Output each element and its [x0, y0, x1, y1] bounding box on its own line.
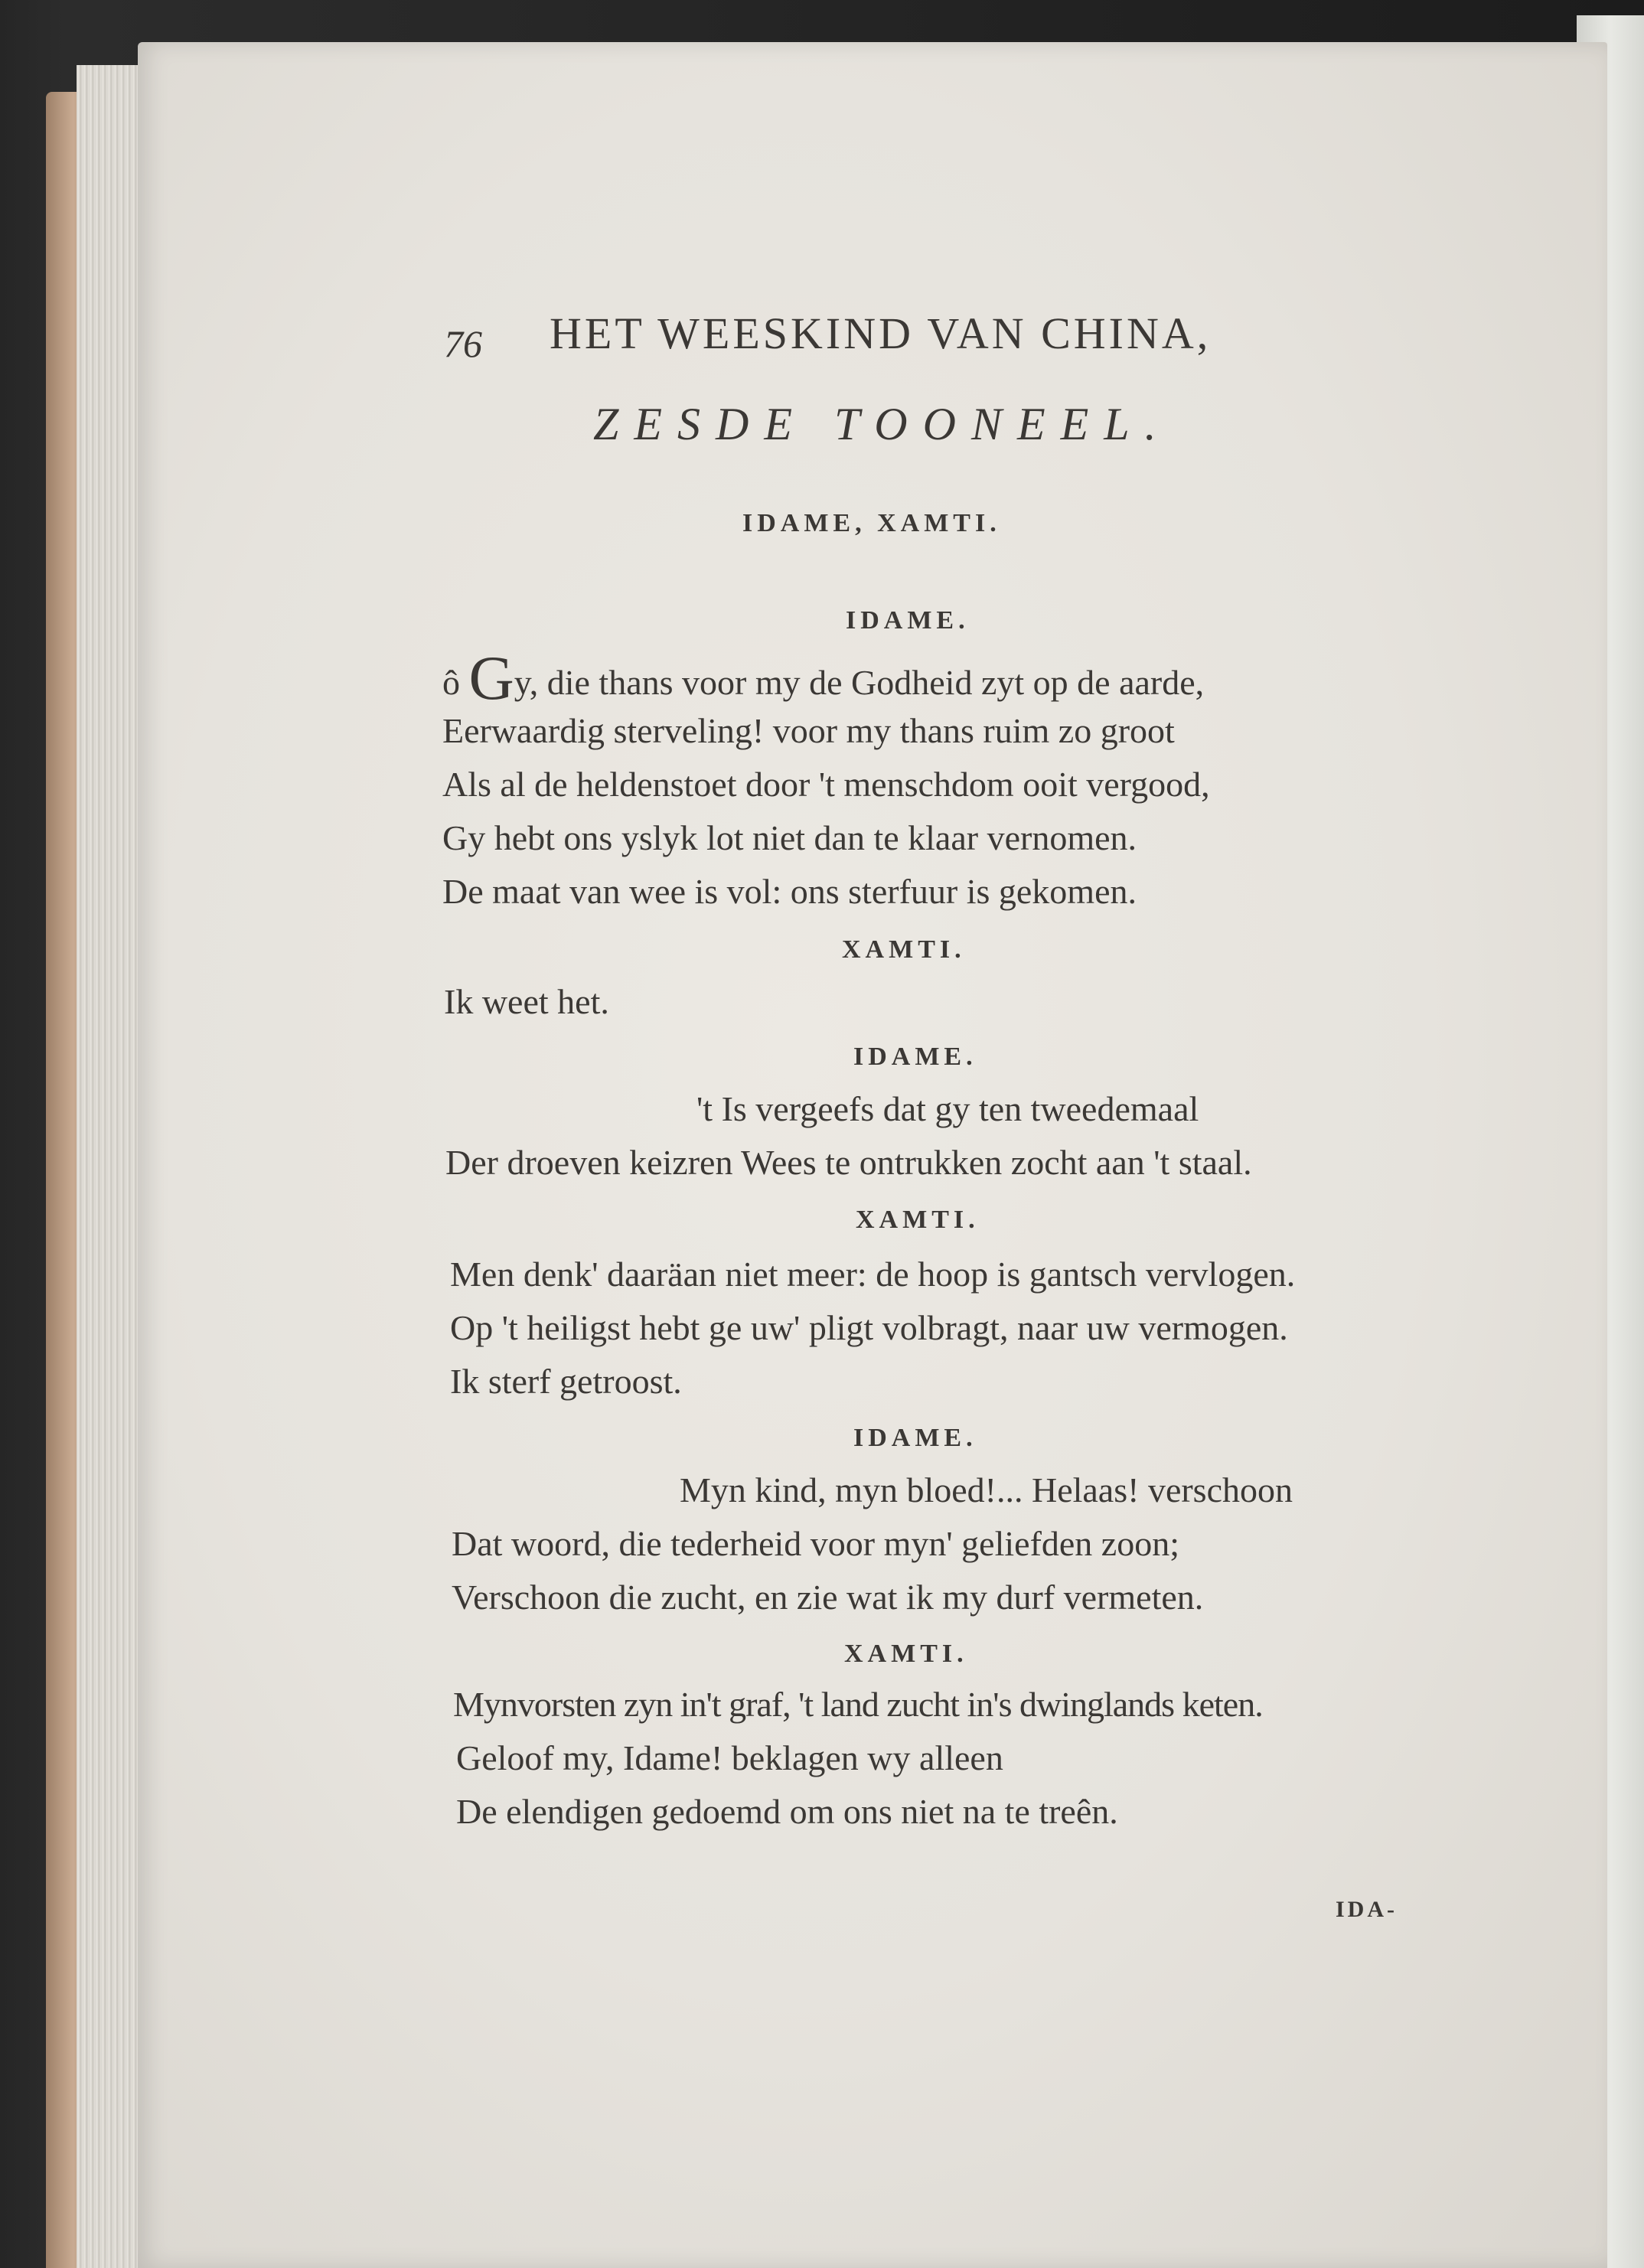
- verse-prefix: ô: [442, 663, 469, 702]
- speaker-label: XAMTI.: [856, 1206, 980, 1234]
- running-title: HET WEESKIND VAN CHINA,: [550, 308, 1212, 358]
- verse-line: Gy hebt ons yslyk lot niet dan te klaar vernomen.: [442, 818, 1137, 857]
- verse-line: 't Is vergeefs dat gy ten tweedemaal: [696, 1089, 1199, 1128]
- verse-line: Men denk' daaräan niet meer: de hoop is gantsch vervlogen.: [450, 1255, 1296, 1294]
- verse-line: Geloof my, Idame! beklagen wy alleen: [456, 1738, 1003, 1777]
- verse-line: Mynvorsten zyn in't graf, 't land zucht in's dwinglands keten.: [453, 1685, 1263, 1724]
- verse-line: Als al de heldenstoet door 't menschdom ooit vergood,: [442, 765, 1210, 804]
- verse-line: De elendigen gedoemd om ons niet na te treên.: [456, 1792, 1118, 1831]
- verse-line: De maat van wee is vol: ons sterfuur is gekomen.: [442, 872, 1137, 911]
- verse-line: Eerwaardig sterveling! voor my thans ruim zo groot: [442, 711, 1175, 750]
- scene-title: ZESDE TOONEEL.: [593, 399, 1172, 449]
- verse-text: y, die thans voor my de Godheid zyt op de aarde,: [514, 663, 1205, 702]
- drop-capital: G: [468, 643, 514, 713]
- verse-line: Op 't heiligst hebt ge uw' pligt volbragt, naar uw vermogen.: [450, 1308, 1288, 1347]
- verse-line: [442, 643, 1205, 713]
- speaker-label: IDAME.: [846, 606, 970, 635]
- verse-line: Dat woord, die tederheid voor myn' geliefden zoon;: [452, 1524, 1179, 1563]
- catchword: IDA-: [1336, 1897, 1398, 1922]
- verse-line: Ik sterf getroost.: [450, 1362, 682, 1401]
- page-number: 76: [444, 322, 482, 365]
- scene-characters: IDAME, XAMTI.: [742, 509, 1001, 537]
- verse-line: Verschoon die zucht, en zie wat ik my durf vermeten.: [452, 1578, 1204, 1617]
- verse-line: Myn kind, myn bloed!... Helaas! verschoon: [680, 1470, 1293, 1509]
- speaker-label: XAMTI.: [844, 1640, 968, 1668]
- speaker-label: IDAME.: [853, 1424, 977, 1452]
- speaker-label: IDAME.: [853, 1043, 977, 1071]
- speaker-label: XAMTI.: [842, 935, 966, 964]
- verse-line: Ik weet het.: [444, 982, 609, 1021]
- verse-line: Der droeven keizren Wees te ontrukken zocht aan 't staal.: [445, 1143, 1252, 1182]
